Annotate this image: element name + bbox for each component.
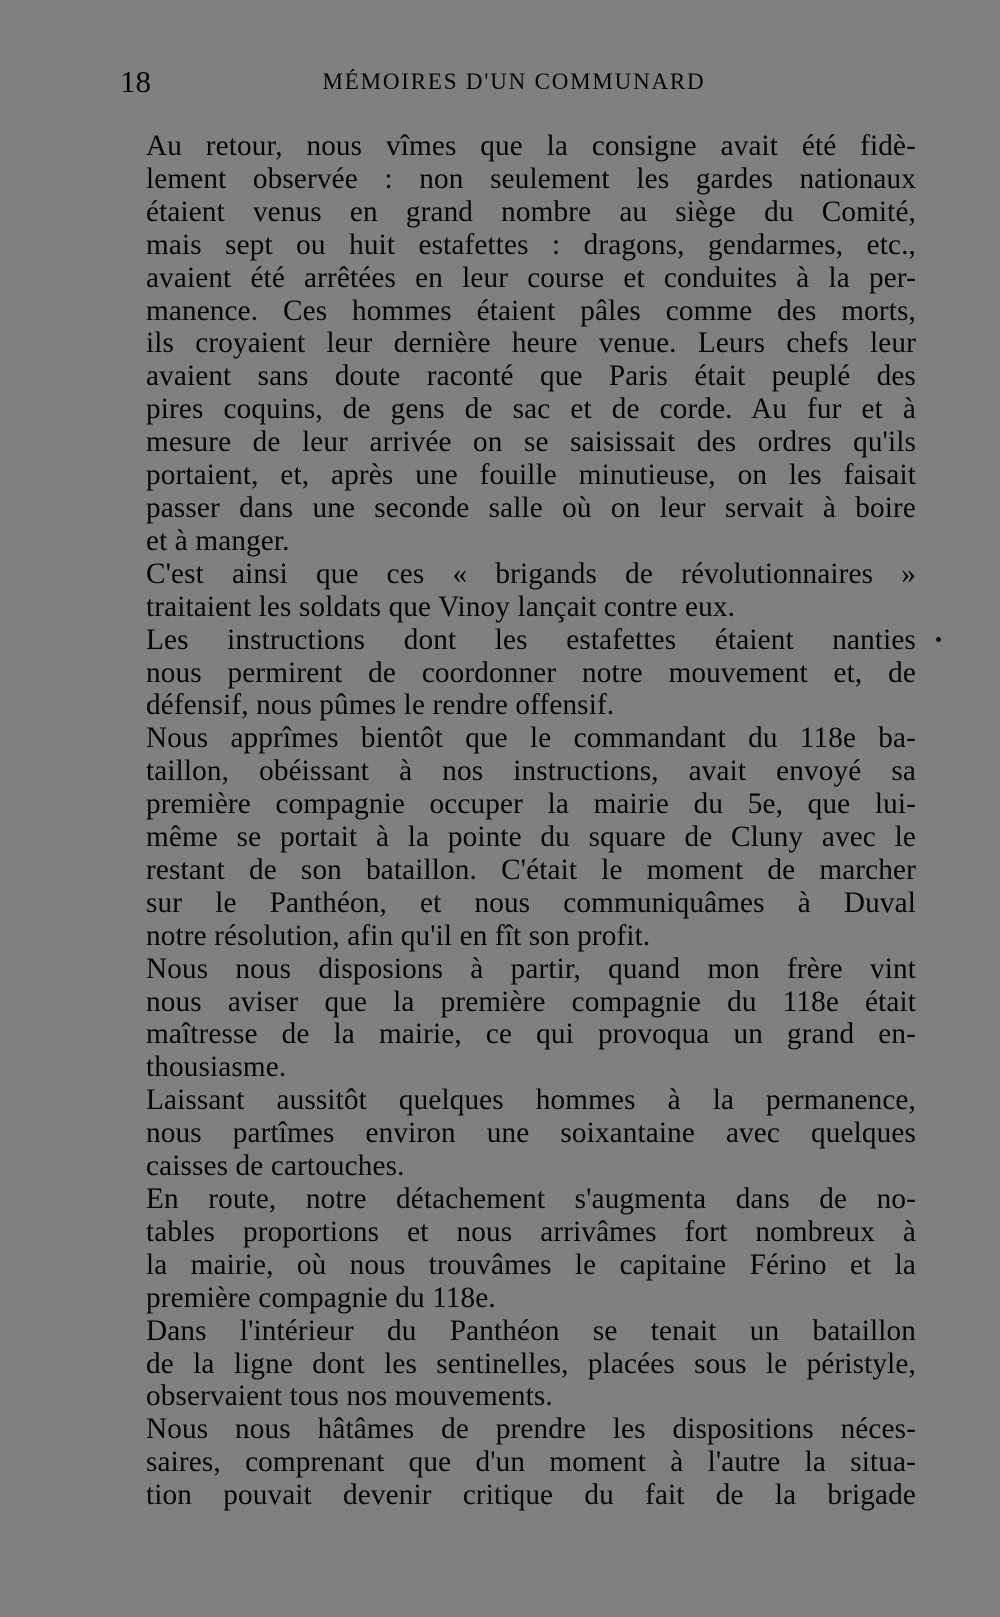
text-line: nous partîmes environ une soixantaine avec quelques	[146, 1117, 916, 1150]
text-line: Nous nous hâtâmes de prendre les dispositions néces-	[146, 1413, 916, 1446]
paragraph	[112, 624, 916, 723]
page-header	[118, 62, 910, 102]
text-line: mesure de leur arrivée on se saisissait des ordres qu'ils	[146, 426, 916, 459]
text-line: défensif, nous pûmes le rendre offensif.	[146, 689, 615, 722]
text-line: manence. Ces hommes étaient pâles comme des morts,	[146, 294, 916, 327]
text-line: lement observée : non seulement les gardes nationaux	[146, 162, 916, 195]
text-line: ils croyaient leur dernière heure venue. Leurs chefs leur	[146, 327, 916, 360]
text-line: passer dans une seconde salle où on leur servait à boire	[146, 491, 916, 524]
text-line: traitaient les soldats que Vinoy lançait contre eux.	[146, 590, 736, 623]
margin-ink-dot	[936, 637, 941, 642]
page-body-text	[112, 130, 916, 1512]
text-line: observaient tous nos mouvements.	[146, 1380, 553, 1413]
text-line: de la ligne dont les sentinelles, placées sous le péristyle,	[146, 1347, 916, 1380]
text-line: nous permirent de coordonner notre mouvement et, de	[146, 656, 916, 689]
paragraph	[112, 1315, 916, 1414]
page-number: 18	[120, 64, 151, 99]
text-line: sur le Panthéon, et nous communiquâmes à Duval	[146, 886, 916, 919]
text-line: Nous apprîmes bientôt que le commandant du 118e ba-	[146, 722, 916, 755]
text-line: Au retour, nous vîmes que la consigne avait été fidè-	[146, 130, 916, 162]
text-line: première compagnie occuper la mairie du 5e, que lui-	[146, 788, 916, 821]
text-line: et à manger.	[146, 524, 290, 557]
text-line: tables proportions et nous arrivâmes fort nombreux à	[146, 1215, 916, 1248]
text-line: Laissant aussitôt quelques hommes à la permanence,	[146, 1084, 916, 1117]
paragraph	[112, 1084, 916, 1183]
text-line: pires coquins, de gens de sac et de corde. Au fur et à	[146, 393, 916, 426]
paragraph	[112, 130, 916, 558]
text-line: Dans l'intérieur du Panthéon se tenait un bataillon	[146, 1314, 916, 1347]
text-line: première compagnie du 118e.	[146, 1281, 496, 1314]
text-line: avaient été arrêtées en leur course et conduites à la per-	[146, 261, 916, 294]
text-line: notre résolution, afin qu'il en fît son profit.	[146, 919, 651, 952]
paragraph	[112, 953, 916, 1085]
text-line: même se portait à la pointe du square de Cluny avec le	[146, 821, 916, 854]
text-line: saires, comprenant que d'un moment à l'autre la situa-	[146, 1446, 916, 1479]
paragraph	[112, 722, 916, 952]
text-line: portaient, et, après une fouille minutieuse, on les faisait	[146, 459, 916, 492]
text-line: étaient venus en grand nombre au siège du Comité,	[146, 195, 916, 228]
paragraph	[112, 558, 916, 624]
text-line: tion pouvait devenir critique du fait de la brigade	[146, 1479, 916, 1512]
text-line: En route, notre détachement s'augmenta dans de no-	[146, 1183, 916, 1215]
text-line: restant de son bataillon. C'était le moment de marcher	[146, 853, 916, 886]
text-line: la mairie, où nous trouvâmes le capitaine Férino et la	[146, 1248, 916, 1281]
text-line: nous aviser que la première compagnie du 118e était	[146, 985, 916, 1018]
text-line: Nous nous disposions à partir, quand mon frère vint	[146, 952, 916, 985]
text-line: avaient sans doute raconté que Paris était peuplé des	[146, 360, 916, 393]
text-line: Les instructions dont les estafettes étaient nanties	[146, 623, 916, 656]
text-line: mais sept ou huit estafettes : dragons, gendarmes, etc.,	[146, 228, 916, 261]
text-line: caisses de cartouches.	[146, 1150, 405, 1183]
text-line: maîtresse de la mairie, ce qui provoqua un grand en-	[146, 1018, 916, 1051]
text-line: thousiasme.	[146, 1051, 287, 1084]
running-title: MÉMOIRES D'UN COMMUNARD	[322, 69, 706, 94]
paragraph	[112, 1413, 916, 1512]
paragraph	[112, 1183, 916, 1315]
text-line: taillon, obéissant à nos instructions, avait envoyé sa	[146, 755, 916, 788]
text-line: C'est ainsi que ces « brigands de révolutionnaires »	[146, 557, 916, 590]
